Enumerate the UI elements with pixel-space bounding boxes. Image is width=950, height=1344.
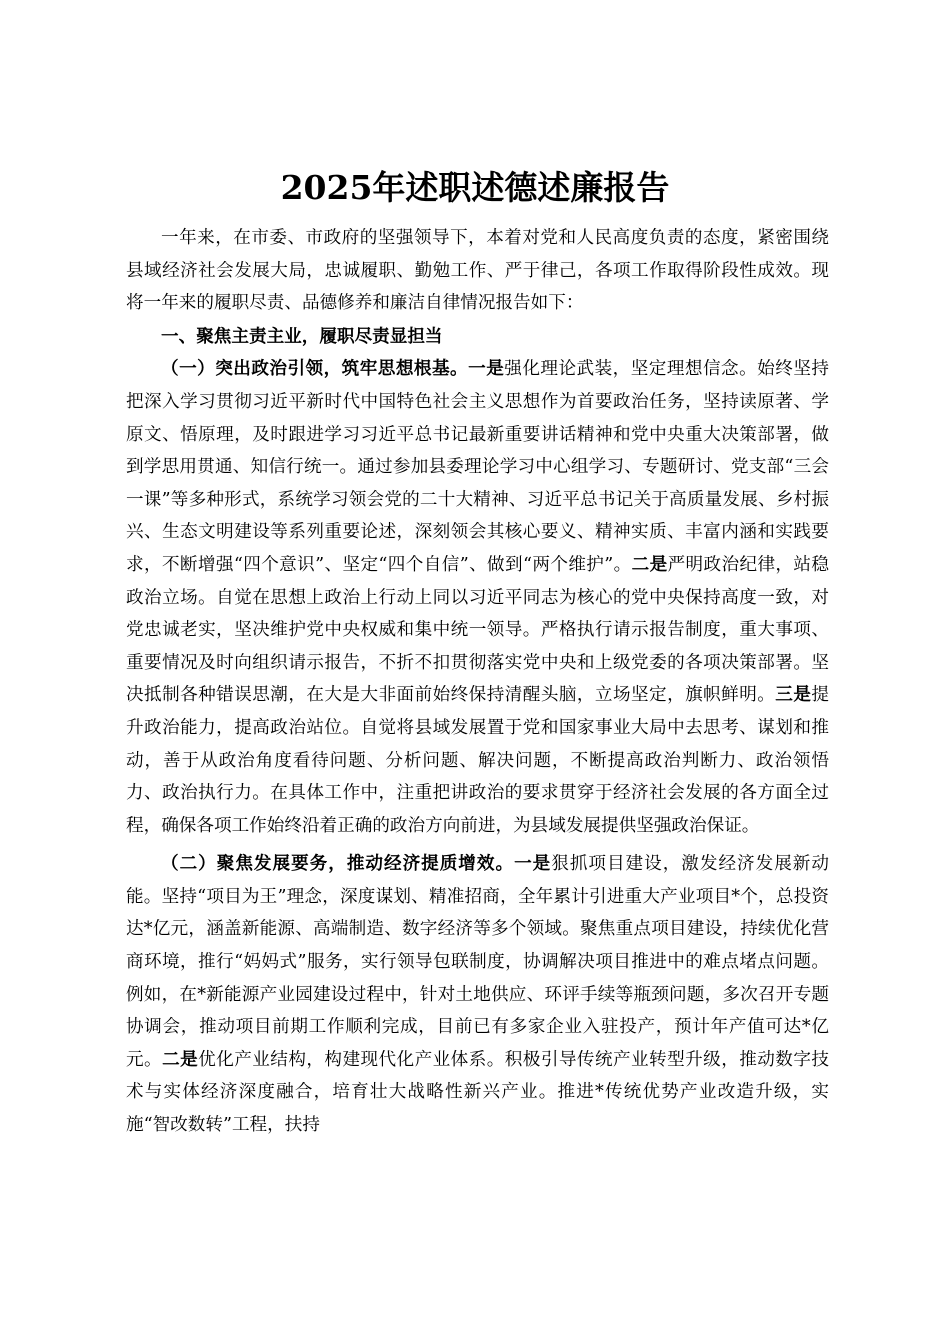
document-body <box>126 222 829 1142</box>
subsection-1-paragraph <box>126 353 829 842</box>
subsection-2-paragraph <box>126 848 829 1141</box>
point-1-text: 强化理论武装，坚定理想信念。始终坚持把深入学习贯彻习近平新时代中国特色社会主义思想作为首要政治任务，坚持读原著、学原文、悟原理，及时跟进学习习近平总书记最新重要讲话精神和党中央重大决策部署，做到学思用贯通、知信行统一。通过参加县委理论学习中心组学习、专题研讨、党支部“三会一课”等多种形式，系统学习领会党的二十大精神、习近平总书记关于高质量发展、乡村振兴、生态文明建设等系列重要论述，深刻领会其核心要义、精神实质、丰富内涵和实践要求，不断增强“四个意识”、坚定“四个自信”、做到“两个维护”。 <box>126 359 829 575</box>
subsection-2-heading: （二）聚焦发展要务，推动经济提质增效。 <box>161 853 515 875</box>
point-2-lead: 二是 <box>631 553 668 575</box>
section-heading-1: 一、聚焦主责主业，履职尽责显担当 <box>161 325 443 347</box>
sub2-point-1-text: 狠抓项目建设，激发经济发展新动能。坚持“项目为王”理念，深度谋划、精准招商，全年累计引进重大产业项目*个，总投资达*亿元，涵盖新能源、高端制造、数字经济等多个领域。聚焦重点项目建设，持续优化营商环境，推行“妈妈式”服务，实行领导包联制度，协调解决项目推进中的难点堵点问题。例如，在*新能源产业园建设过程中，针对土地供应、环评手续等瓶颈问题，多次召开专题协调会，推动项目前期工作顺利完成，目前已有多家企业入驻投产，预计年产值可达*亿元。 <box>126 854 829 1070</box>
document-title: 2025年述职述德述廉报告 <box>280 168 670 207</box>
point-2-text: 严明政治纪律，站稳政治立场。自觉在思想上政治上行动上同以习近平同志为核心的党中央保持高度一致，对党忠诚老实，坚决维护党中央权威和集中统一领导。严格执行请示报告制度，重大事项、重要情况及时向组织请示报告，不折不扣贯彻落实党中央和上级党委的各项决策部署。坚决抵制各种错误思潮，在大是大非面前始终保持清醒头脑，立场坚定，旗帜鲜明。 <box>126 554 829 706</box>
point-3-text: 提升政治能力，提高政治站位。自觉将县域发展置于党和国家事业大局中去思考、谋划和推动，善于从政治角度看待问题、分析问题、解决问题，不断提高政治判断力、政治领悟力、政治执行力。在具体工作中，注重把讲政治的要求贯穿于经济社会发展的各方面全过程，确保各项工作始终沿着正确的政治方向前进，为县域发展提供坚强政治保证。 <box>126 685 829 836</box>
point-1-lead: 一是 <box>468 358 505 380</box>
sub2-point-2-text: 优化产业结构，构建现代化产业体系。积极引导传统产业转型升级，推动数字技术与实体经济深度融合，培育壮大战略性新兴产业。推进*传统优势产业改造升级，实施“智改数转”工程，扶持 <box>126 1049 829 1136</box>
sub2-point-1-lead: 一是 <box>514 853 552 875</box>
intro-paragraph: 一年来，在市委、市政府的坚强领导下，本着对党和人民高度负责的态度，紧密围绕县域经济社会发展大局，忠诚履职、勤勉工作、严于律己，各项工作取得阶段性成效。现将一年来的履职尽责、品德修养和廉洁自律情况报告如下： <box>126 228 829 314</box>
point-3-lead: 三是 <box>775 684 812 706</box>
subsection-1-heading: （一）突出政治引领，筑牢思想根基。 <box>161 358 469 380</box>
sub2-point-2-lead: 二是 <box>162 1048 199 1070</box>
